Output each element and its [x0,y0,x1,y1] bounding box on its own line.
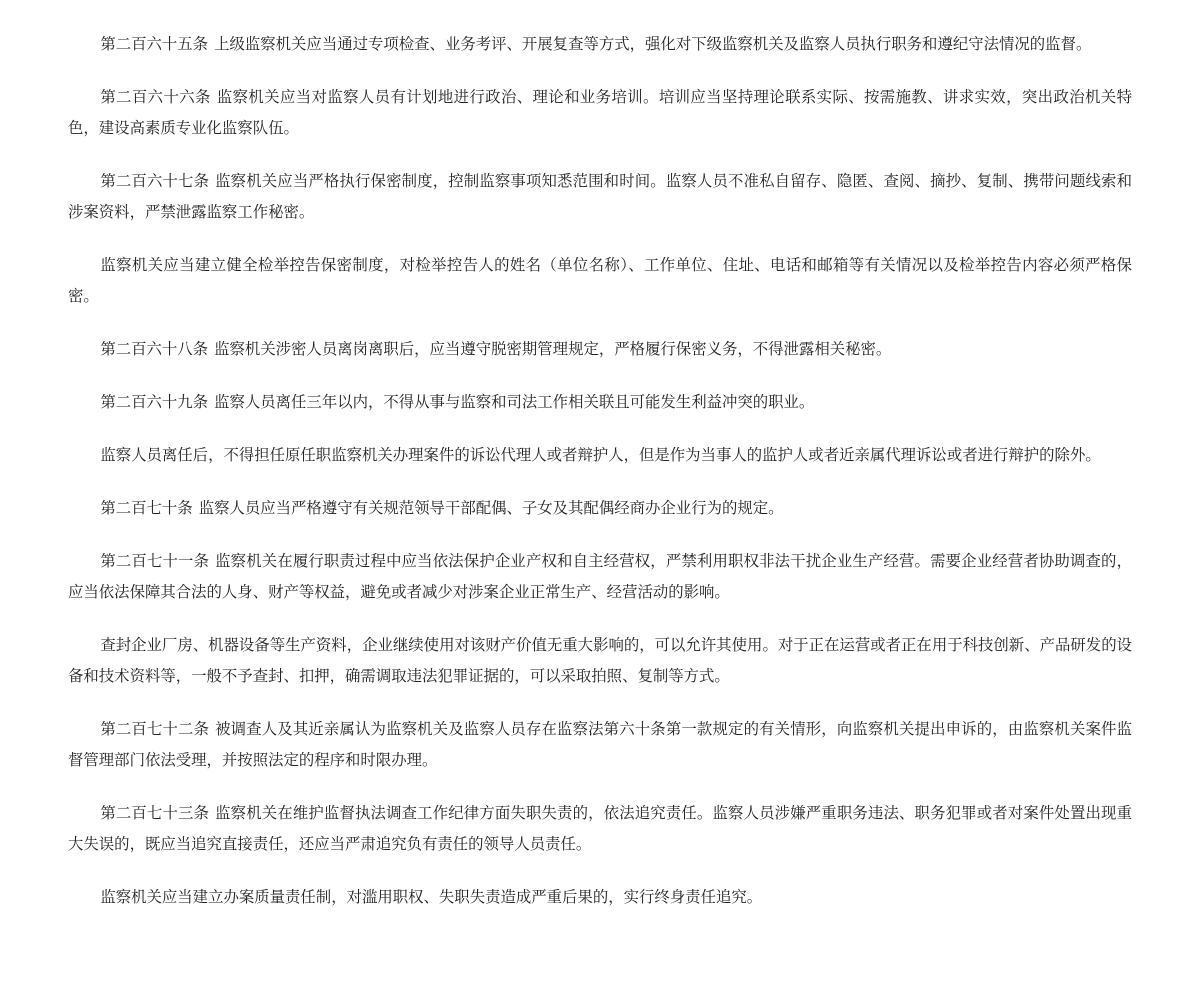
article-paragraph [68,82,1132,144]
article-paragraph [68,882,1132,913]
article-number: 第二百七十二条 [100,720,210,738]
article-number: 第二百六十五条 [100,35,209,53]
article-text: 监察机关应当建立办案质量责任制，对滥用职权、失职失责造成严重后果的，实行终身责任追究。 [100,888,763,906]
article-text: 上级监察机关应当通过专项检查、业务考评、开展复查等方式，强化对下级监察机关及监察人员执行职务和遵纪守法情况的监督。 [214,35,1092,53]
article-text: 监察机关应当严格执行保密制度，控制监察事项知悉范围和时间。监察人员不准私自留存、隐匿、查阅、摘抄、复制、携带问题线索和涉案资料，严禁泄露监察工作秘密。 [68,172,1132,221]
article-text: 监察人员应当严格遵守有关规范领导干部配偶、子女及其配偶经商办企业行为的规定。 [198,499,784,517]
article-number: 第二百七十三条 [100,804,210,822]
article-paragraph [68,630,1132,692]
article-text: 监察机关应当对监察人员有计划地进行政治、理论和业务培训。培训应当坚持理论联系实际、按需施教、讲求实效，突出政治机关特色，建设高素质专业化监察队伍。 [68,88,1132,137]
article-paragraph [68,440,1132,471]
article-text: 监察人员离任后，不得担任原任职监察机关办理案件的诉讼代理人或者辩护人，但是作为当事人的监护人或者近亲属代理诉讼或者进行辩护的除外。 [100,446,1101,464]
article-text: 监察人员离任三年以内，不得从事与监察和司法工作相关联且可能发生利益冲突的职业。 [214,393,815,411]
article-paragraph [68,387,1132,418]
document-body [68,29,1132,913]
article-text: 监察机关涉密人员离岗离职后，应当遵守脱密期管理规定，严格履行保密义务，不得泄露相关秘密。 [214,340,892,358]
article-paragraph [68,29,1132,60]
article-paragraph [68,714,1132,776]
article-number: 第二百六十八条 [100,340,209,358]
article-number: 第二百七十条 [100,499,193,517]
article-paragraph [68,166,1132,228]
article-text: 监察机关应当建立健全检举控告保密制度，对检举控告人的姓名（单位名称）、工作单位、住址、电话和邮箱等有关情况以及检举控告内容必须严格保密。 [68,256,1132,305]
article-number: 第二百六十七条 [100,172,210,190]
article-number: 第二百七十一条 [100,552,210,570]
article-number: 第二百六十九条 [100,393,209,411]
article-paragraph [68,493,1132,524]
article-paragraph [68,798,1132,860]
article-paragraph [68,334,1132,365]
article-text: 监察机关在履行职责过程中应当依法保护企业产权和自主经营权，严禁利用职权非法干扰企业生产经营。需要企业经营者协助调查的，应当依法保障其合法的人身、财产等权益，避免或者减少对涉案企业正常生产、经营活动的影响。 [68,552,1132,601]
article-text: 查封企业厂房、机器设备等生产资料，企业继续使用对该财产价值无重大影响的，可以允许其使用。对于正在运营或者正在用于科技创新、产品研发的设备和技术资料等，一般不予查封、扣押，确需调取违法犯罪证据的，可以采取拍照、复制等方式。 [68,636,1132,685]
article-number: 第二百六十六条 [100,88,211,106]
article-paragraph [68,546,1132,608]
article-text: 监察机关在维护监督执法调查工作纪律方面失职失责的，依法追究责任。监察人员涉嫌严重职务违法、职务犯罪或者对案件处置出现重大失误的，既应当追究直接责任，还应当严肃追究负有责任的领导人员责任。 [68,804,1132,853]
article-text: 被调查人及其近亲属认为监察机关及监察人员存在监察法第六十条第一款规定的有关情形，向监察机关提出申诉的，由监察机关案件监督管理部门依法受理，并按照法定的程序和时限办理。 [68,720,1132,769]
article-paragraph [68,250,1132,312]
